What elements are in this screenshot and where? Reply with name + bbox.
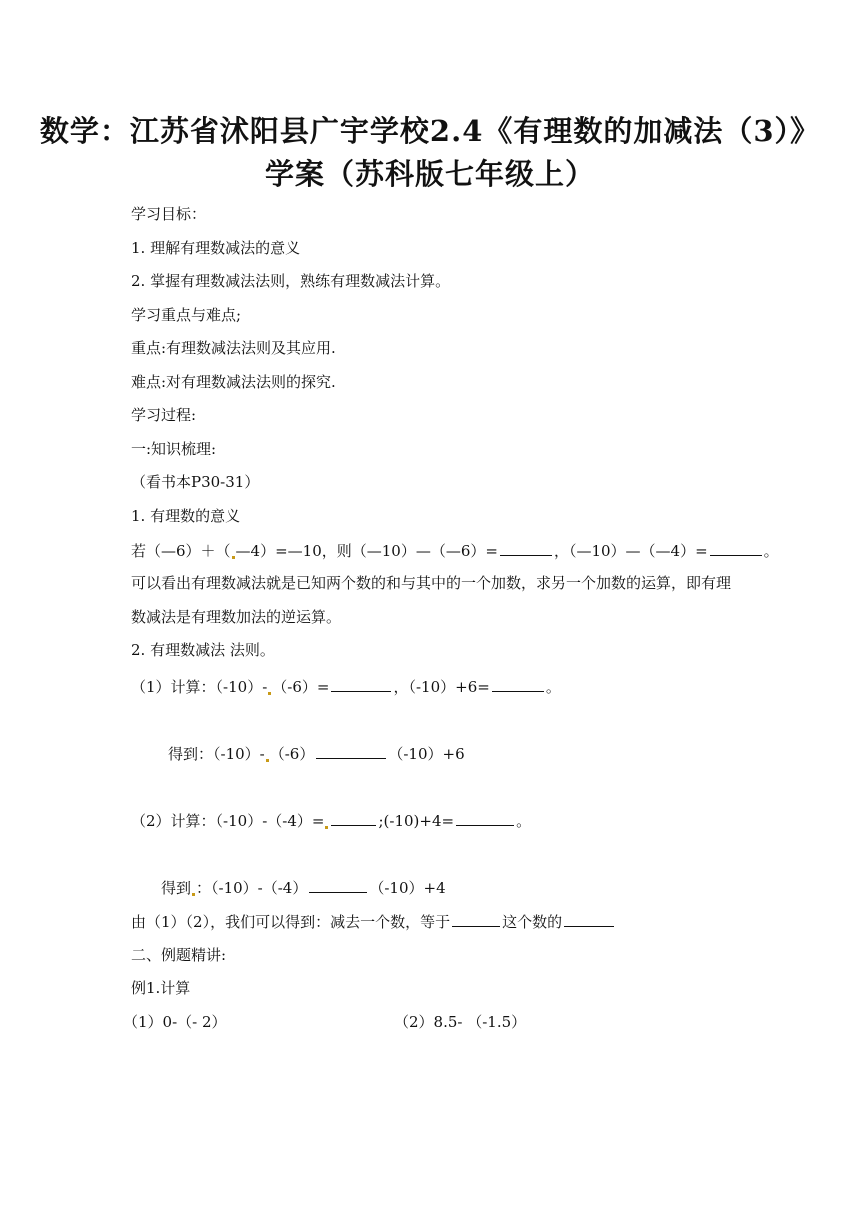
objective-item-2: 2. 掌握有理数减法法则，熟练有理数减法计算。 bbox=[131, 272, 451, 290]
question-1 bbox=[131, 540, 779, 561]
calculation-2-part-b: -4）= bbox=[282, 812, 325, 830]
calculation-2 bbox=[131, 810, 531, 831]
conclusion-part-b: 这个数的 bbox=[502, 913, 563, 931]
calculation-1 bbox=[131, 676, 561, 697]
answer-blank[interactable] bbox=[452, 911, 500, 927]
answer-blank[interactable] bbox=[331, 810, 376, 826]
objective-item-1: 1. 理解有理数减法的意义 bbox=[131, 239, 301, 257]
calculation-1-part-c: ，（-10）+6= bbox=[393, 678, 490, 696]
calculation-2-part-c: ;(-10)+4= bbox=[378, 812, 455, 830]
book-reference: （看书本P30-31） bbox=[131, 473, 260, 491]
answer-blank[interactable] bbox=[309, 877, 367, 893]
example-1-part-1: （1）0-（- 2） bbox=[123, 1013, 227, 1031]
objectives-heading: 学习目标： bbox=[131, 205, 207, 223]
result-1-part-c: （-10）+6 bbox=[388, 745, 465, 763]
answer-blank[interactable] bbox=[331, 676, 391, 692]
answer-blank[interactable] bbox=[564, 911, 614, 927]
annotation-mark bbox=[192, 893, 195, 896]
result-2-part-c: （-10）+4 bbox=[369, 879, 446, 897]
calculation-1-part-a: （1）计算：（-10）- bbox=[131, 678, 268, 696]
result-1-part-b: （-6） bbox=[269, 745, 315, 763]
calculation-2-part-a: （2）计算：（-10）-（ bbox=[131, 812, 283, 830]
answer-blank[interactable] bbox=[500, 540, 552, 556]
example-1-heading: 例1.计算 bbox=[131, 979, 191, 997]
conclusion-part-a: 由（1）（2），我们可以得到：减去一个数，等于 bbox=[131, 913, 451, 931]
answer-blank[interactable] bbox=[316, 743, 386, 759]
question-1-part-d: 。 bbox=[763, 542, 779, 560]
result-1-part-a: 得到：（-10）- bbox=[168, 745, 265, 763]
result-1 bbox=[168, 743, 465, 764]
answer-blank[interactable] bbox=[492, 676, 544, 692]
question-1-part-b: —4）=—10，则（—10）—（—6）= bbox=[235, 542, 498, 560]
question-1-part-a: 若（—6）＋（ bbox=[131, 542, 231, 560]
example-1-part-2: （2）8.5- （-1.5） bbox=[394, 1013, 527, 1031]
explanation-line-2: 数减法是有理数加法的逆运算。 bbox=[131, 608, 342, 626]
key-points-heading: 学习重点与难点; bbox=[131, 306, 242, 324]
document-title-line1: 数学：江苏省沭阳县广宇学校2.4《有理数的加减法（3）》 bbox=[39, 114, 821, 148]
item-title-rule: 2. 有理数减法 法则。 bbox=[131, 641, 275, 659]
section-heading-knowledge: 一:知识梳理: bbox=[131, 440, 217, 458]
item-title-meaning: 1. 有理数的意义 bbox=[131, 507, 241, 525]
explanation-line-1: 可以看出有理数减法就是已知两个数的和与其中的一个加数，求另一个加数的运算，即有理 bbox=[131, 574, 732, 592]
answer-blank[interactable] bbox=[456, 810, 514, 826]
document-title-line2: 学案（苏科版七年级上） bbox=[264, 157, 595, 191]
answer-blank[interactable] bbox=[710, 540, 762, 556]
result-2-part-b: ：（-10）-（-4） bbox=[196, 879, 308, 897]
calculation-1-part-d: 。 bbox=[545, 678, 561, 696]
calculation-1-part-b: （-6）= bbox=[272, 678, 330, 696]
annotation-mark bbox=[232, 556, 235, 559]
calculation-2-part-d: 。 bbox=[516, 812, 532, 830]
result-2 bbox=[161, 877, 446, 898]
process-heading: 学习过程: bbox=[131, 406, 197, 424]
result-2-part-a: 得到 bbox=[161, 879, 192, 897]
annotation-mark bbox=[325, 826, 328, 829]
conclusion bbox=[131, 911, 616, 932]
annotation-mark bbox=[268, 692, 271, 695]
difficulty-point: 难点:对有理数减法法则的探究. bbox=[131, 373, 336, 391]
focus-point: 重点:有理数减法法则及其应用. bbox=[131, 339, 336, 357]
annotation-mark bbox=[266, 759, 269, 762]
section-heading-examples: 二、例题精讲: bbox=[131, 946, 227, 964]
question-1-part-c: ，（—10）—（—4）= bbox=[553, 542, 708, 560]
